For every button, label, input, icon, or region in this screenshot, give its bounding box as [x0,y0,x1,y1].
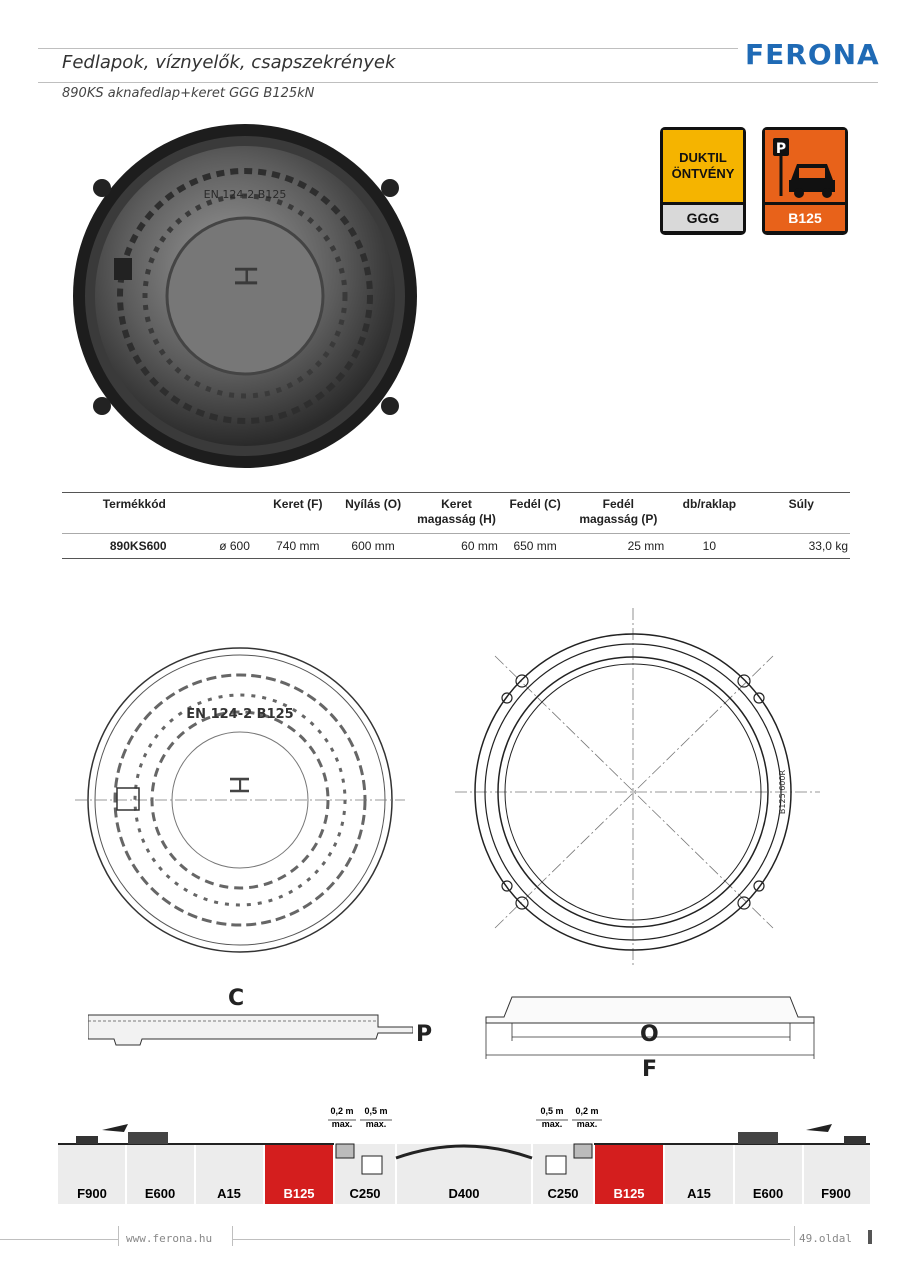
factory-icon [738,1132,778,1144]
frame-size: 740 mm [263,534,334,559]
header-rule [38,82,878,83]
diameter: ø 600 [207,534,263,559]
lid-size: 650 mm [500,534,571,559]
header-top-rule [38,48,738,49]
weight: 33,0 kg [752,534,850,559]
dim-left-2-max: max. [365,1119,387,1129]
lid-height: 25 mm [570,534,666,559]
dim-right-2: 0,2 m [575,1106,599,1116]
load-class-road-diagram [58,1100,870,1208]
factory-icon [128,1132,168,1144]
badge-line-2: ÖNTVÉNY [671,166,735,181]
footer-url[interactable]: www.ferona.hu [126,1232,213,1245]
ferona-logo: FERONA [745,38,880,71]
footer-rule-middle [232,1239,790,1240]
zone-label: C250 [547,1186,579,1201]
col-header: Keret magasság (H) [413,493,500,534]
badge-b125-label: B125 [765,205,845,231]
col-header: Fedél magasság (P) [570,493,666,534]
zone-label: A15 [217,1186,241,1201]
svg-text:H: H [227,264,262,288]
pieces-per-pallet: 10 [666,534,752,559]
opening-size: 600 mm [333,534,413,559]
airplane-icon [102,1124,128,1132]
footer-tick [794,1226,795,1246]
badge-ggg-label: GGG [663,205,743,231]
zone-label: E600 [752,1186,784,1201]
col-header: db/raklap [666,493,752,534]
badge-line-1: DUKTIL [679,150,727,165]
airplane-icon [806,1124,832,1132]
dim-label-f: F [642,1057,658,1082]
frame-drawing-text: B125 600R [778,769,787,815]
page-number: 49.oldal [799,1232,852,1245]
col-header: Nyílás (O) [333,493,413,534]
ship-icon [76,1136,98,1144]
table-header-row [62,493,850,534]
table-row [62,534,850,559]
col-header [207,493,263,534]
col-header: Fedél (C) [500,493,571,534]
zone-label: C250 [349,1186,381,1201]
zone-label: D400 [448,1186,480,1201]
dim-label-c: C [228,986,245,1011]
dim-label-o: O [640,1022,659,1047]
col-header: Súly [752,493,850,534]
zone-label: A15 [687,1186,711,1201]
page-subtitle: 890KS aknafedlap+keret GGG B125kN [62,86,315,101]
col-header: Termékkód [62,493,207,534]
footer-marker [868,1230,872,1244]
zone-label: B125 [283,1186,315,1201]
car-parking-icon [765,130,845,202]
zone-label: B125 [613,1186,645,1201]
zone-label: F900 [77,1186,107,1201]
frame-height: 60 mm [413,534,500,559]
dim-left-1-max: max. [331,1119,353,1129]
footer-tick [232,1226,233,1246]
dim-right-1-max: max. [541,1119,563,1129]
footer-rule-left [0,1239,118,1240]
dim-left-2: 0,5 m [364,1106,388,1116]
frame-top-view-drawing [455,608,820,968]
product-photo [62,118,432,478]
footer-tick [118,1226,119,1246]
dim-right-1: 0,5 m [540,1106,564,1116]
col-header: Keret (F) [263,493,334,534]
zone-label: F900 [821,1186,851,1201]
ship-icon [844,1136,866,1144]
page-title: Fedlapok, víznyelők, csapszekrények [62,52,396,73]
parking-sign-letter: P [775,141,787,157]
svg-text:H: H [223,775,253,795]
ductile-iron-badge [660,127,746,235]
dim-label-p: P [416,1022,433,1047]
lid-top-view-drawing [75,640,405,960]
product-code: 890KS600 [62,534,207,559]
spec-table [62,492,850,559]
dim-right-2-max: max. [576,1119,598,1129]
lid-side-view-drawing [88,1005,413,1055]
lid-drawing-text: EN 124-2 B125 [186,707,294,722]
zone-label: E600 [144,1186,176,1201]
dim-left-1: 0,2 m [330,1106,354,1116]
load-class-badge [762,127,848,235]
photo-lid-text: EN 124-2 B125 [203,188,287,201]
